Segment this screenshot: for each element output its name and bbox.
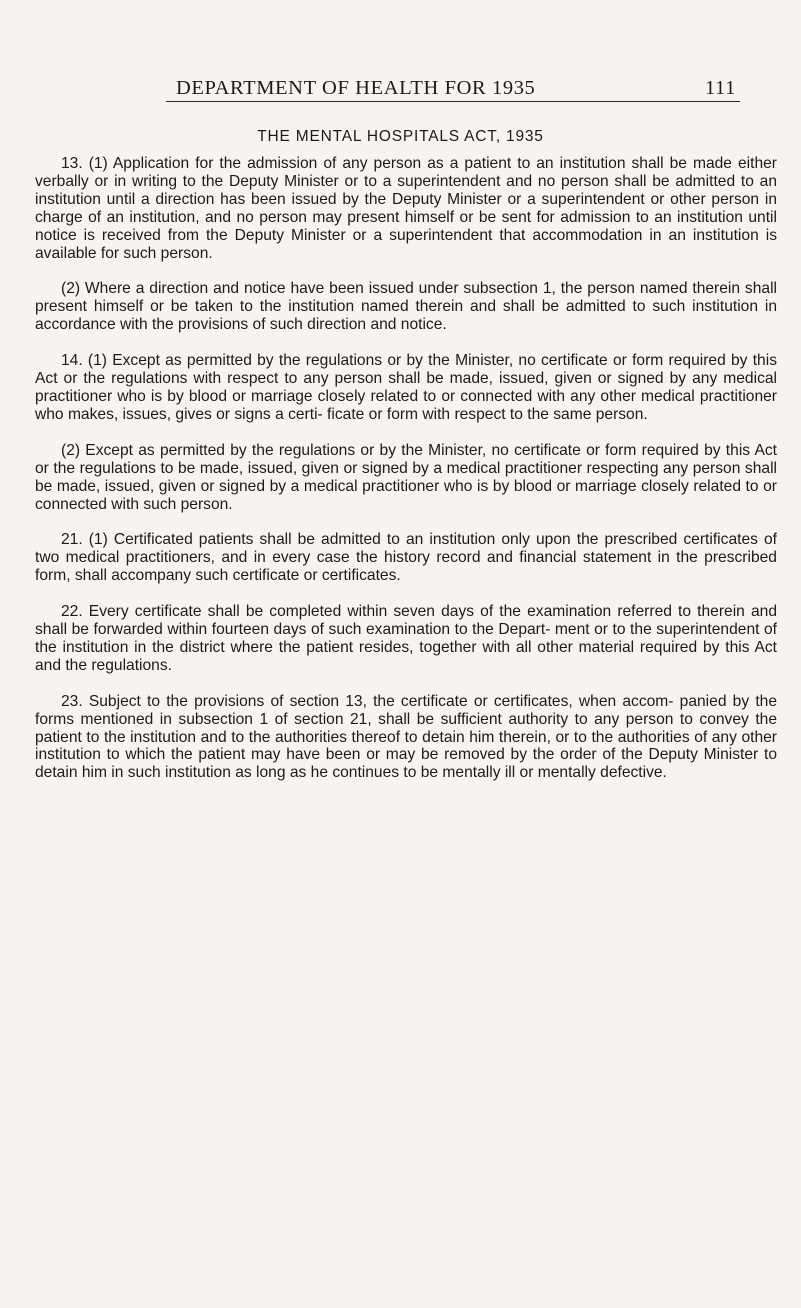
section-22: 22. Every certificate shall be completed within seven days of the examination referred to therein and shall be forwarded within fourteen days of such examination to the Depart- ment or to the superintendent of the institution in the district where the patient resides, together with all other material required by this Act and the regulations. xyxy=(35,603,777,674)
section-21-1: 21. (1) Certificated patients shall be admitted to an institution only upon the prescribed certificates of two medical practitioners, and in every case the history record and financial statement in the prescribed form, shall accompany such certificate or certificates. xyxy=(35,531,777,585)
body-text xyxy=(35,155,777,800)
header-rule xyxy=(166,101,740,102)
section-13-1: 13. (1) Application for the admission of any person as a patient to an institution shall be made either verbally or in writing to the Deputy Minister or to a superintendent and no person shall be admitted to an institution until a direction has been issued by the Deputy Minister or a superintendent or other person in charge of an institution, and no person may present himself or be sent for admission to an institution until notice is received from the Deputy Minister or a superintendent that accommodation in an institution is available for such person. xyxy=(35,155,777,262)
running-title: DEPARTMENT OF HEALTH FOR 1935 xyxy=(176,77,536,99)
section-13-2: (2) Where a direction and notice have been issued under subsection 1, the person named therein shall present himself or be taken to the institution named therein and shall be admitted to such institution in accordance with the provisions of such direction and notice. xyxy=(35,280,777,334)
act-title: THE MENTAL HOSPITALS ACT, 1935 xyxy=(257,128,544,145)
page-number: 111 xyxy=(704,77,736,99)
section-14-1: 14. (1) Except as permitted by the regulations or by the Minister, no certificate or form required by this Act or the regulations with respect to any person shall be made, issued, given or signed by any medical practitioner who is by blood or marriage closely related to or connected with any other medical practitioner who makes, issues, gives or signs a certi- ficate or form with respect to the same person. xyxy=(35,352,777,423)
section-14-2: (2) Except as permitted by the regulations or by the Minister, no certificate or form required by this Act or the regulations to be made, issued, given or signed by a medical practitioner respecting any person shall be made, issued, given or signed by a medical practitioner who is by blood or marriage closely related to or connected with such person. xyxy=(35,441,777,513)
section-23: 23. Subject to the provisions of section 13, the certificate or certificates, when accom- panied by the forms mentioned in subsection 1 of section 21, shall be sufficient authority to any person to convey the patient to the institution and to the authorities thereof to detain him therein, or to the authorities of any other institution to which the patient may have been or may be removed by the order of the Deputy Minister to detain him in such institution as long as he continues to be mentally ill or mentally defective. xyxy=(35,692,777,782)
